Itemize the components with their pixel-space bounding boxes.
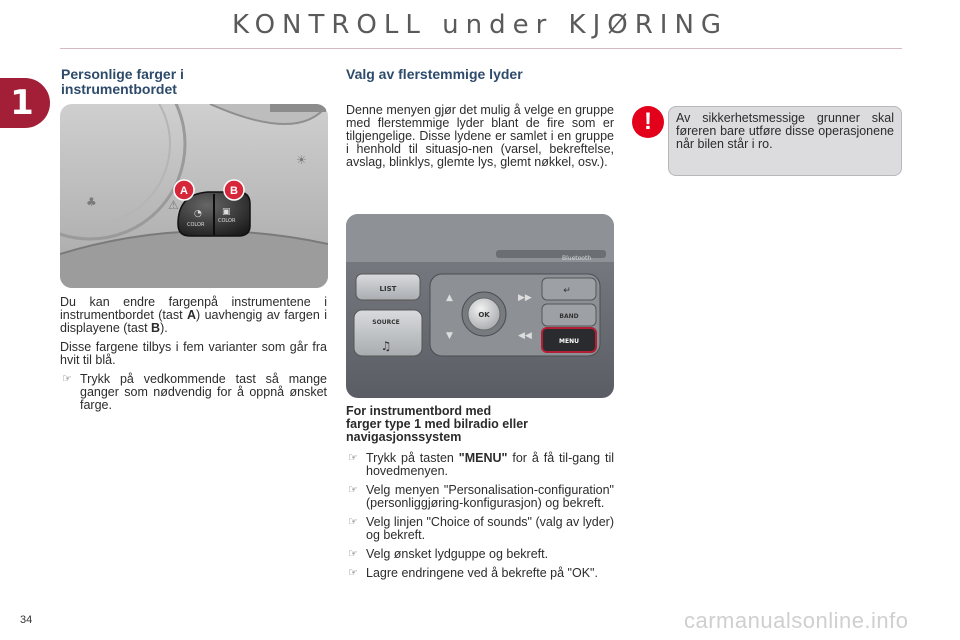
step-text: Trykk på tasten xyxy=(366,451,459,465)
text-span: ) uavhengig av fargen i displayene (tast xyxy=(60,308,327,335)
svg-text:◔: ◔ xyxy=(194,209,202,219)
warning-text: Av sikkerhetsmessige grunner skal føreren bare utføre disse operasjonene når bilen står i ro. xyxy=(676,111,894,151)
page-number: 34 xyxy=(20,614,33,626)
step-text: Lagre endringene ved å bekrefte på "OK". xyxy=(366,566,598,580)
svg-text:▲: ▲ xyxy=(446,293,453,303)
callout-a: A xyxy=(180,185,188,197)
audio-controls-photo xyxy=(346,214,614,398)
steps-block xyxy=(346,405,614,586)
key-a: A xyxy=(186,308,196,322)
section-heading-personal-colors xyxy=(61,67,311,97)
sounds-intro: Denne menyen gjør det mulig å velge en gruppe med flerstemmige lyder blant de fire som er tilgjengelige. Disse lydene er samlet i en gruppe i henhold til situasjo-nen (varsel, bekreftelse, avslag, blinklys, glemte lys, glemt nøkkel, osv.). xyxy=(346,103,614,169)
paragraph-color-change xyxy=(60,296,327,335)
bullet-item xyxy=(60,373,327,412)
svg-text:⚠: ⚠ xyxy=(168,198,179,212)
step-item xyxy=(346,484,614,510)
callout-b: B xyxy=(230,185,238,197)
color-label: COLOR xyxy=(187,222,205,228)
step-text: for å få til-gang til hovedmenyen. xyxy=(366,451,614,478)
heading-line: Personlige farger i xyxy=(61,66,184,82)
subheading-line: For instrumentbord med xyxy=(346,404,492,418)
pointer-icon: ☞ xyxy=(348,567,358,579)
svg-text:↵: ↵ xyxy=(563,286,571,296)
step-text: Velg linjen "Choice of sounds" (valg av lyder) og bekreft. xyxy=(366,515,614,542)
text-span: Du kan endre fargenpå instrumentene i instrumentbordet (tast xyxy=(60,295,327,322)
svg-text:◀◀: ◀◀ xyxy=(518,331,532,341)
band-key-label: BAND xyxy=(559,313,579,320)
source-key-label: SOURCE xyxy=(372,319,400,326)
subheading-line: navigasjonssystem xyxy=(346,430,462,444)
section-heading-sounds: Valg av flerstemmige lyder xyxy=(346,66,523,82)
step-item xyxy=(346,567,614,580)
step-item xyxy=(346,548,614,561)
pointer-icon: ☞ xyxy=(348,484,358,496)
header-divider xyxy=(60,48,902,49)
watermark: carmanualsonline.info xyxy=(684,608,909,633)
pointer-icon: ☞ xyxy=(62,373,72,385)
ok-key-label: OK xyxy=(478,311,490,319)
page-title: KONTROLL under KJØRING xyxy=(231,10,729,40)
pointer-icon: ☞ xyxy=(348,516,358,528)
instrument-panel-photo xyxy=(60,104,328,288)
svg-text:▶▶: ▶▶ xyxy=(518,293,532,303)
chapter-number: 1 xyxy=(10,83,34,123)
paragraph-variants: Disse fargene tilbys i fem varianter som går fra hvit til blå. xyxy=(60,340,327,367)
svg-text:☀: ☀ xyxy=(296,153,307,167)
menu-key-label: MENU xyxy=(559,338,579,345)
step-text: Velg menyen "Personalisation-configuration" (personliggjøring-konfigurasjon) og bekreft. xyxy=(366,483,614,510)
svg-text:▣: ▣ xyxy=(222,207,231,217)
color-label: COLOR xyxy=(218,218,236,224)
bullet-text: Trykk på vedkommende tast så mange ganger som nødvendig for å oppnå ønsket farge. xyxy=(80,372,327,412)
svg-text:♣: ♣ xyxy=(86,195,97,209)
text-span: ). xyxy=(160,321,168,335)
svg-text:▼: ▼ xyxy=(446,331,453,341)
heading-line: instrumentbordet xyxy=(61,81,177,97)
subheading-line: farger type 1 med bilradio eller xyxy=(346,417,529,431)
chapter-tab xyxy=(0,78,50,128)
step-item xyxy=(346,516,614,542)
bluetooth-label: Bluetooth xyxy=(562,255,592,262)
step-text: Velg ønsket lydguppe og bekreft. xyxy=(366,547,549,561)
menu-key-text: "MENU" xyxy=(458,451,508,465)
exclamation-icon: ! xyxy=(632,106,664,138)
svg-text:♫: ♫ xyxy=(380,339,392,353)
subheading-type1 xyxy=(346,405,614,444)
list-key-label: LIST xyxy=(379,285,397,293)
key-b: B xyxy=(151,321,161,335)
pointer-icon: ☞ xyxy=(348,548,358,560)
step-item xyxy=(346,452,614,478)
left-body xyxy=(60,296,327,418)
pointer-icon: ☞ xyxy=(348,452,358,464)
